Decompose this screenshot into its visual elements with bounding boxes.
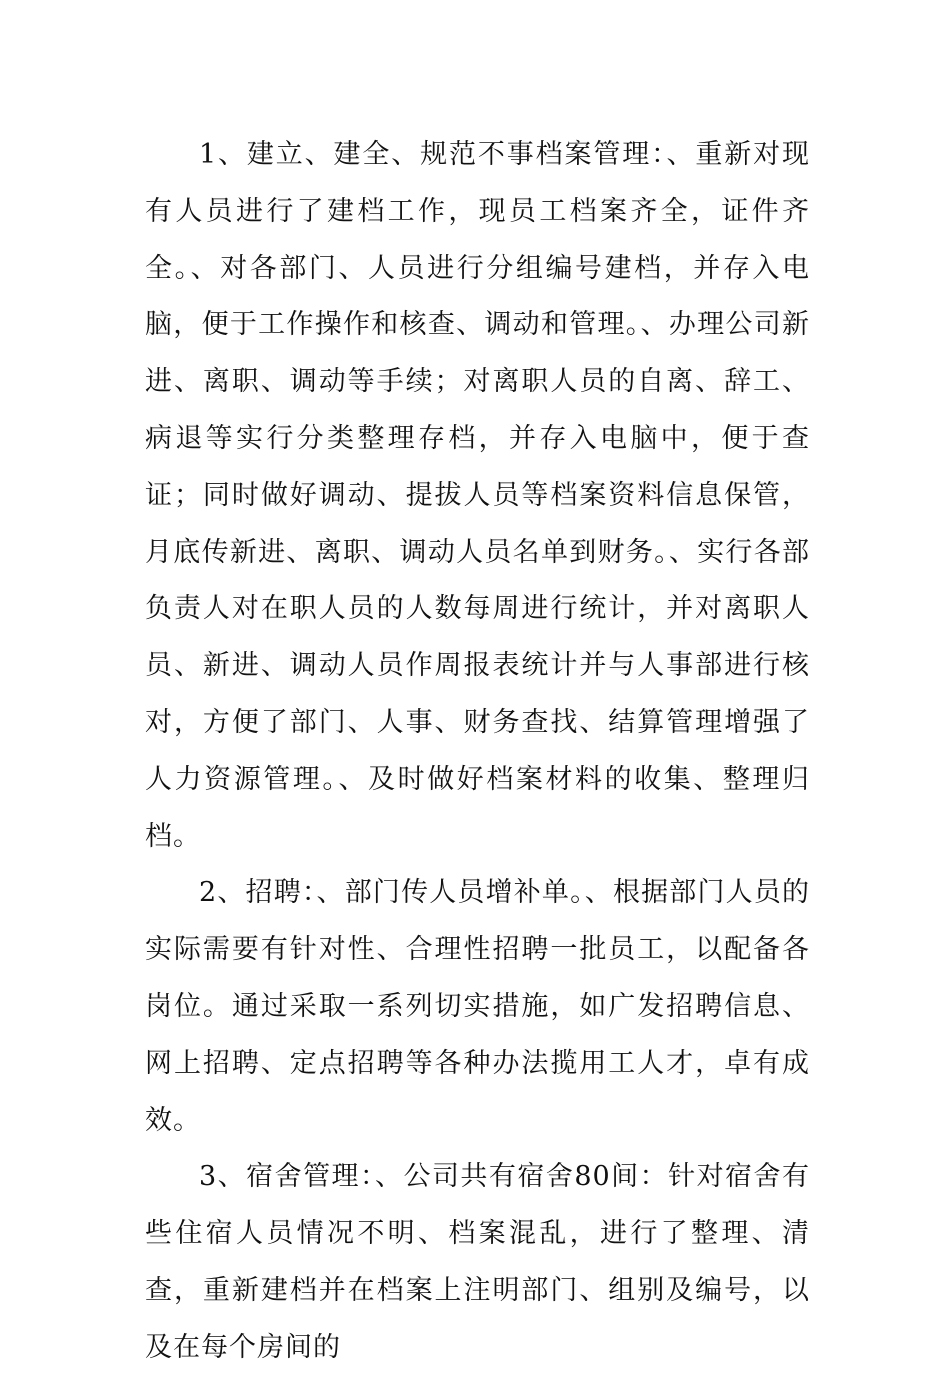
paragraph-dormitory-management: 3、宿舍管理：、公司共有宿舍80间：针对宿舍有些住宿人员情况不明、档案混乱，进行了整理、清查，重新建档并在档案上注明部门、组别及编号，以及在每个房间的 <box>145 1161 810 1363</box>
paragraph-recruitment: 2、招聘：、部门传人员增补单。、根据部门人员的实际需要有针对性、合理性招聘一批员工，以配备各岗位。通过采取一系列切实措施，如广发招聘信息、网上招聘、定点招聘等各种办法揽用工人才，卓有成效。 <box>145 877 810 1136</box>
paragraph-archive-management: 1、建立、建全、规范不事档案管理：、重新对现有人员进行了建档工作，现员工档案齐全，证件齐全。、对各部门、人员进行分组编号建档，并存入电脑，便于工作操作和核查、调动和管理。、办理公司新进、离职、调动等手续；对离职人员的自离、辞工、病退等实行分类整理存档，并存入电脑中，便于查证；同时做好调动、提拔人员等档案资料信息保管，月底传新进、离职、调动人员名单到财务。、实行各部负责人对在职人员的人数每周进行统计，并对离职人员、新进、调动人员作周报表统计并与人事部进行核对，方便了部门、人事、财务查找、结算管理增强了人力资源管理。、及时做好档案材料的收集、整理归档。 <box>145 139 810 852</box>
document-body <box>145 127 810 1377</box>
